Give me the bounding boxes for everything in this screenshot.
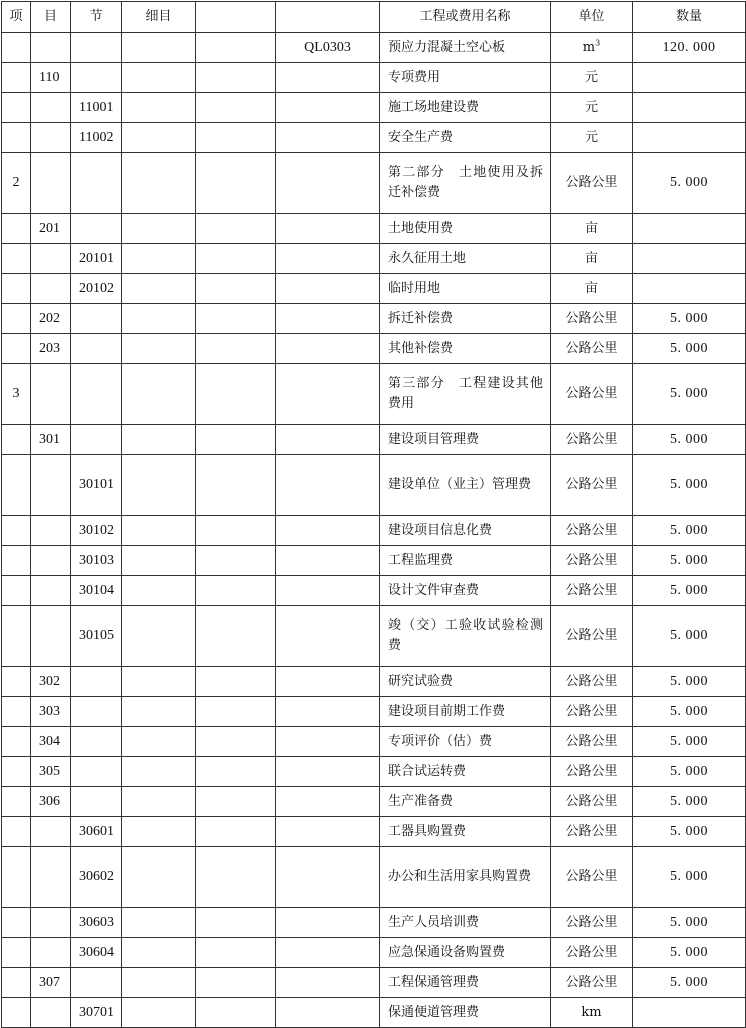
cell-ximu [122, 787, 196, 817]
cell-unit: 公路公里 [551, 787, 633, 817]
table-row [2, 516, 746, 546]
header-blank-2 [276, 2, 380, 33]
cell-unit: 公路公里 [551, 667, 633, 697]
cell-qty [633, 244, 746, 274]
table-row [2, 33, 746, 63]
cell-xiang [2, 455, 31, 516]
cell-unit: 公路公里 [551, 727, 633, 757]
cell-qty [633, 274, 746, 304]
cell-ximu [122, 998, 196, 1028]
cell-ximu [122, 244, 196, 274]
cell-name: 办公和生活用家具购置费 [380, 847, 551, 908]
cell-qty [633, 214, 746, 244]
cell-ximu [122, 153, 196, 214]
cell-jie: 30105 [71, 606, 122, 667]
cell-xiang [2, 425, 31, 455]
table-body [2, 33, 746, 1028]
cell-qty [633, 63, 746, 93]
cell-blank-1 [196, 93, 276, 123]
cell-blank-1 [196, 667, 276, 697]
cell-ximu [122, 274, 196, 304]
cell-name: 建设单位（业主）管理费 [380, 455, 551, 516]
cell-mu [31, 847, 71, 908]
cell-mu [31, 546, 71, 576]
cell-code [276, 364, 380, 425]
table-row [2, 153, 746, 214]
cell-mu: 203 [31, 334, 71, 364]
cell-qty: 5. 000 [633, 606, 746, 667]
cell-name: 生产人员培训费 [380, 908, 551, 938]
cell-name: 工程监理费 [380, 546, 551, 576]
header-ximu: 细目 [122, 2, 196, 33]
cell-mu: 303 [31, 697, 71, 727]
cell-jie [71, 757, 122, 787]
cell-blank-1 [196, 576, 276, 606]
cell-mu: 306 [31, 787, 71, 817]
cell-mu [31, 455, 71, 516]
cell-unit: 亩 [551, 244, 633, 274]
table-row [2, 968, 746, 998]
cell-code [276, 425, 380, 455]
cell-name: 应急保通设备购置费 [380, 938, 551, 968]
cell-unit: 公路公里 [551, 546, 633, 576]
cell-xiang [2, 334, 31, 364]
cell-mu [31, 93, 71, 123]
cell-mu [31, 908, 71, 938]
cell-xiang [2, 968, 31, 998]
cell-ximu [122, 757, 196, 787]
cell-code [276, 93, 380, 123]
cell-xiang [2, 757, 31, 787]
header-blank-1 [196, 2, 276, 33]
cell-code [276, 847, 380, 908]
table-row [2, 244, 746, 274]
cell-blank-1 [196, 908, 276, 938]
cell-name: 工程保通管理费 [380, 968, 551, 998]
cell-mu: 201 [31, 214, 71, 244]
cell-xiang [2, 998, 31, 1028]
cell-name: 专项费用 [380, 63, 551, 93]
cell-ximu [122, 304, 196, 334]
cell-jie [71, 304, 122, 334]
cell-unit: 公路公里 [551, 304, 633, 334]
cell-jie: 30101 [71, 455, 122, 516]
cell-code [276, 727, 380, 757]
cell-code [276, 787, 380, 817]
cell-ximu [122, 938, 196, 968]
cell-blank-1 [196, 274, 276, 304]
cell-jie: 30102 [71, 516, 122, 546]
cell-qty: 5. 000 [633, 847, 746, 908]
cell-code [276, 697, 380, 727]
cell-blank-1 [196, 606, 276, 667]
cell-xiang [2, 908, 31, 938]
cell-ximu [122, 214, 196, 244]
cell-name: 预应力混凝土空心板 [380, 33, 551, 63]
cell-mu [31, 153, 71, 214]
table-row [2, 938, 746, 968]
cell-jie [71, 968, 122, 998]
cell-name: 专项评价（估）费 [380, 727, 551, 757]
cell-unit: 公路公里 [551, 908, 633, 938]
cell-jie: 30104 [71, 576, 122, 606]
cell-mu: 202 [31, 304, 71, 334]
cost-table [1, 1, 746, 1028]
cell-name: 永久征用土地 [380, 244, 551, 274]
cell-code [276, 63, 380, 93]
cell-mu: 302 [31, 667, 71, 697]
cell-xiang [2, 847, 31, 908]
cell-xiang [2, 787, 31, 817]
cell-name: 建设项目管理费 [380, 425, 551, 455]
cell-qty: 5. 000 [633, 667, 746, 697]
cell-name: 土地使用费 [380, 214, 551, 244]
unit-base: m [582, 39, 596, 55]
cell-jie [71, 63, 122, 93]
cell-ximu [122, 817, 196, 847]
cell-name: 研究试验费 [380, 667, 551, 697]
header-mu: 目 [31, 2, 71, 33]
cell-blank-1 [196, 998, 276, 1028]
cell-ximu [122, 455, 196, 516]
cell-ximu [122, 425, 196, 455]
cell-qty: 5. 000 [633, 727, 746, 757]
cell-xiang [2, 727, 31, 757]
cell-blank-1 [196, 787, 276, 817]
cell-name: 联合试运转费 [380, 757, 551, 787]
cell-blank-1 [196, 334, 276, 364]
cell-xiang [2, 304, 31, 334]
cell-code [276, 123, 380, 153]
cell-name: 设计文件审查费 [380, 576, 551, 606]
cell-name: 第三部分 工程建设其他费用 [380, 364, 551, 425]
unit-superscript: 3 [595, 38, 601, 48]
cell-ximu [122, 516, 196, 546]
cell-xiang [2, 667, 31, 697]
table-row [2, 214, 746, 244]
cell-unit: 公路公里 [551, 455, 633, 516]
table-row [2, 63, 746, 93]
table-row [2, 847, 746, 908]
cell-jie [71, 33, 122, 63]
cell-mu: 301 [31, 425, 71, 455]
cell-xiang [2, 606, 31, 667]
cell-xiang [2, 214, 31, 244]
cell-xiang [2, 244, 31, 274]
cell-qty [633, 123, 746, 153]
cell-code: QL0303 [276, 33, 380, 63]
cell-code [276, 576, 380, 606]
cell-unit: 元 [551, 93, 633, 123]
cell-mu [31, 123, 71, 153]
cell-jie [71, 787, 122, 817]
cell-code [276, 757, 380, 787]
cell-xiang [2, 576, 31, 606]
cell-mu [31, 938, 71, 968]
cell-jie: 20101 [71, 244, 122, 274]
cell-unit: 公路公里 [551, 606, 633, 667]
cell-ximu [122, 93, 196, 123]
cell-qty: 120. 000 [633, 33, 746, 63]
cell-jie: 11001 [71, 93, 122, 123]
cell-ximu [122, 968, 196, 998]
cell-jie [71, 425, 122, 455]
cell-blank-1 [196, 33, 276, 63]
cell-blank-1 [196, 364, 276, 425]
cell-mu [31, 576, 71, 606]
table-row [2, 757, 746, 787]
cell-blank-1 [196, 697, 276, 727]
table-row [2, 817, 746, 847]
cell-xiang [2, 274, 31, 304]
cell-unit: 公路公里 [551, 153, 633, 214]
cell-qty: 5. 000 [633, 757, 746, 787]
header-unit: 单位 [551, 2, 633, 33]
cell-code [276, 546, 380, 576]
cell-qty: 5. 000 [633, 304, 746, 334]
cell-code [276, 998, 380, 1028]
cell-blank-1 [196, 516, 276, 546]
header-qty: 数量 [633, 2, 746, 33]
table-row [2, 998, 746, 1028]
table-row [2, 667, 746, 697]
cell-blank-1 [196, 123, 276, 153]
table-row [2, 787, 746, 817]
cell-xiang [2, 817, 31, 847]
cell-blank-1 [196, 817, 276, 847]
cell-code [276, 606, 380, 667]
cell-unit: 元 [551, 63, 633, 93]
cell-code [276, 938, 380, 968]
table-row [2, 546, 746, 576]
cell-unit: 公路公里 [551, 334, 633, 364]
cell-blank-1 [196, 244, 276, 274]
table-row [2, 908, 746, 938]
table-row [2, 727, 746, 757]
cell-name: 第二部分 土地使用及拆迁补偿费 [380, 153, 551, 214]
cell-code [276, 968, 380, 998]
cell-unit: 公路公里 [551, 847, 633, 908]
cell-jie: 30701 [71, 998, 122, 1028]
table-row [2, 123, 746, 153]
cell-blank-1 [196, 938, 276, 968]
cell-xiang [2, 546, 31, 576]
cell-qty: 5. 000 [633, 817, 746, 847]
cell-blank-1 [196, 757, 276, 787]
cell-xiang [2, 33, 31, 63]
table-row [2, 697, 746, 727]
cell-jie: 11002 [71, 123, 122, 153]
cell-jie [71, 364, 122, 425]
cell-name: 建设项目信息化费 [380, 516, 551, 546]
cell-unit: 亩 [551, 274, 633, 304]
cell-ximu [122, 63, 196, 93]
cell-code [276, 455, 380, 516]
cell-code [276, 334, 380, 364]
table-row [2, 274, 746, 304]
cell-code [276, 214, 380, 244]
cell-ximu [122, 334, 196, 364]
cell-xiang [2, 93, 31, 123]
cell-mu [31, 817, 71, 847]
cell-jie [71, 214, 122, 244]
cell-xiang [2, 697, 31, 727]
cell-qty: 5. 000 [633, 455, 746, 516]
cell-qty: 5. 000 [633, 425, 746, 455]
cell-unit: 公路公里 [551, 364, 633, 425]
cell-qty: 5. 000 [633, 787, 746, 817]
cell-jie [71, 727, 122, 757]
cell-blank-1 [196, 63, 276, 93]
header-jie: 节 [71, 2, 122, 33]
cell-ximu [122, 33, 196, 63]
cell-qty: 5. 000 [633, 546, 746, 576]
table-row [2, 334, 746, 364]
cell-ximu [122, 727, 196, 757]
cell-xiang [2, 123, 31, 153]
table-row [2, 455, 746, 516]
cell-jie [71, 697, 122, 727]
cell-qty: 5. 000 [633, 153, 746, 214]
cell-name: 临时用地 [380, 274, 551, 304]
cell-unit: 公路公里 [551, 576, 633, 606]
cell-ximu [122, 667, 196, 697]
cell-unit: 公路公里 [551, 697, 633, 727]
cell-unit: 公路公里 [551, 968, 633, 998]
cell-mu: 304 [31, 727, 71, 757]
cell-jie: 20102 [71, 274, 122, 304]
cell-mu [31, 998, 71, 1028]
cell-blank-1 [196, 968, 276, 998]
cell-mu: 305 [31, 757, 71, 787]
cell-ximu [122, 847, 196, 908]
cell-blank-1 [196, 546, 276, 576]
cell-unit: 公路公里 [551, 757, 633, 787]
cell-blank-1 [196, 425, 276, 455]
table-row [2, 606, 746, 667]
table-row [2, 364, 746, 425]
cell-jie: 30601 [71, 817, 122, 847]
cell-jie [71, 667, 122, 697]
table-row [2, 425, 746, 455]
cell-qty: 5. 000 [633, 516, 746, 546]
cell-mu [31, 606, 71, 667]
cell-code [276, 304, 380, 334]
cell-name: 其他补偿费 [380, 334, 551, 364]
table-row [2, 304, 746, 334]
cell-qty: 5. 000 [633, 908, 746, 938]
cell-qty: 5. 000 [633, 697, 746, 727]
cell-ximu [122, 908, 196, 938]
cell-qty: 5. 000 [633, 938, 746, 968]
header-xiang: 项 [2, 2, 31, 33]
cell-jie [71, 334, 122, 364]
cell-ximu [122, 606, 196, 667]
cell-unit [551, 33, 633, 63]
cell-unit: 公路公里 [551, 817, 633, 847]
cell-qty: 5. 000 [633, 576, 746, 606]
cell-mu: 307 [31, 968, 71, 998]
cell-jie [71, 153, 122, 214]
cell-mu [31, 274, 71, 304]
cell-unit: 元 [551, 123, 633, 153]
cell-xiang [2, 938, 31, 968]
cell-unit: 公路公里 [551, 938, 633, 968]
table-row [2, 93, 746, 123]
cell-qty [633, 998, 746, 1028]
cell-blank-1 [196, 304, 276, 334]
cell-jie: 30602 [71, 847, 122, 908]
cell-code [276, 153, 380, 214]
cell-name: 安全生产费 [380, 123, 551, 153]
cell-ximu [122, 364, 196, 425]
cell-mu [31, 364, 71, 425]
cell-blank-1 [196, 214, 276, 244]
cell-code [276, 274, 380, 304]
cell-unit: 公路公里 [551, 516, 633, 546]
cell-mu [31, 516, 71, 546]
cell-ximu [122, 546, 196, 576]
cell-name: 建设项目前期工作费 [380, 697, 551, 727]
cell-xiang: 2 [2, 153, 31, 214]
cell-qty [633, 93, 746, 123]
cell-xiang [2, 516, 31, 546]
cell-code [276, 244, 380, 274]
cell-ximu [122, 576, 196, 606]
cell-mu [31, 244, 71, 274]
cell-mu [31, 33, 71, 63]
header-row [2, 2, 746, 33]
cell-name: 竣（交）工验收试验检测费 [380, 606, 551, 667]
cell-unit: 公路公里 [551, 425, 633, 455]
cell-xiang [2, 63, 31, 93]
cell-code [276, 817, 380, 847]
cell-name: 拆迁补偿费 [380, 304, 551, 334]
cell-blank-1 [196, 153, 276, 214]
table-row [2, 576, 746, 606]
cell-jie: 30603 [71, 908, 122, 938]
cell-mu: 110 [31, 63, 71, 93]
cell-jie: 30103 [71, 546, 122, 576]
cell-blank-1 [196, 847, 276, 908]
cell-code [276, 516, 380, 546]
cell-name: 保通便道管理费 [380, 998, 551, 1028]
cell-qty: 5. 000 [633, 968, 746, 998]
cell-ximu [122, 697, 196, 727]
cell-ximu [122, 123, 196, 153]
cell-qty: 5. 000 [633, 334, 746, 364]
cell-jie: 30604 [71, 938, 122, 968]
cell-blank-1 [196, 455, 276, 516]
cell-qty: 5. 000 [633, 364, 746, 425]
cell-unit: 亩 [551, 214, 633, 244]
cell-name: 施工场地建设费 [380, 93, 551, 123]
cell-code [276, 908, 380, 938]
cell-name: 工器具购置费 [380, 817, 551, 847]
cell-code [276, 667, 380, 697]
cell-name: 生产准备费 [380, 787, 551, 817]
cell-blank-1 [196, 727, 276, 757]
cell-unit: km [551, 998, 633, 1028]
header-name: 工程或费用名称 [380, 2, 551, 33]
cell-xiang: 3 [2, 364, 31, 425]
